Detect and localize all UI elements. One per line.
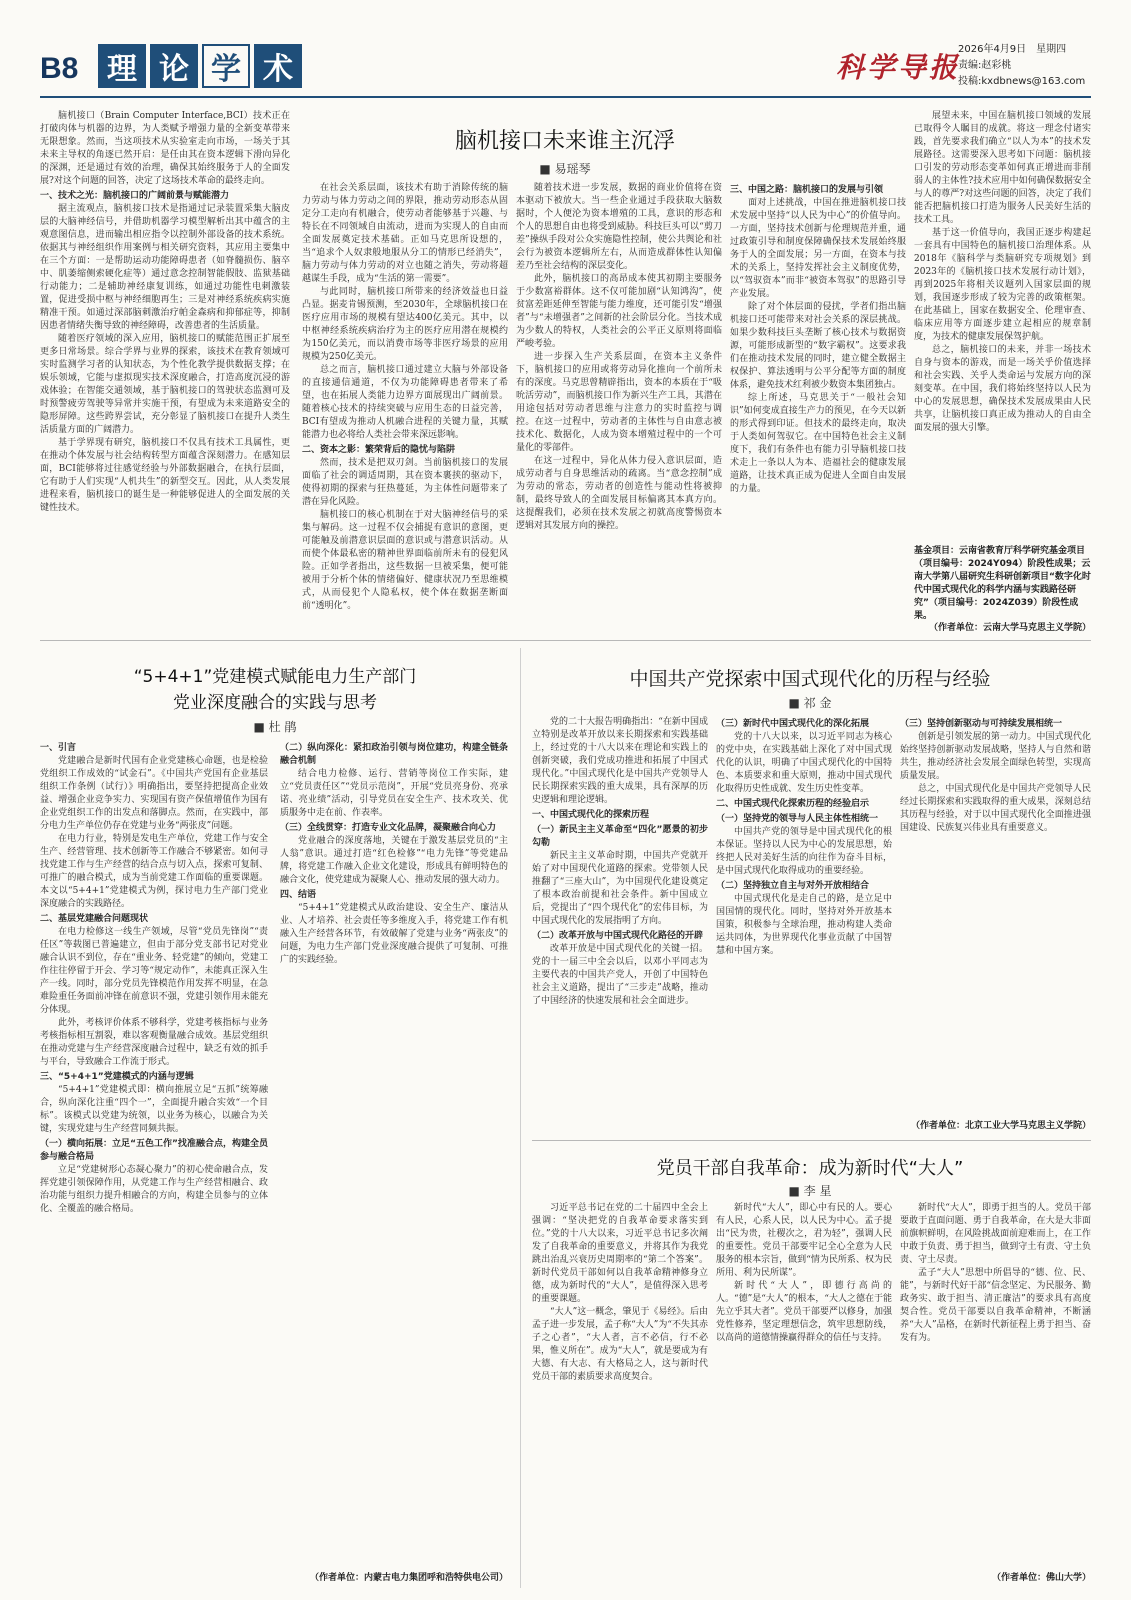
- paragraph: 在电力检修这一线生产领域，尽管“党员先锋岗”“责任区”等载图已普遍建立，但由于部分党支部书记对党业融合认识不到位，存在“重业务、轻党建”的倾向，党建工作往往停留于开会、学习等“规定动作”，未能真正深入生产一线。同时，部分党员先锋模范作用发挥不明显，在急难险重任务面前冲锋在前意识不强，党建引领作用未能充分体现。: [40, 927, 268, 1015]
- section-char-3: 学: [202, 44, 250, 88]
- subheading: 一、技术之光：脑机接口的广阔前景与赋能潜力: [40, 191, 230, 201]
- subheading: 二、基层党建融合问题现状: [40, 914, 149, 924]
- paragraph: “5+4+1”党建模式从政治建设、安全生产、廉洁从业、人才培养、社会责任等多维度入手，将党建工作有机融入生产经营各环节，有效破解了党建与业务“两张皮”的问题，为电力生产部门党业深度融合提供了可复制、可推广的实践经验。: [280, 903, 508, 965]
- paragraph: 改革开放是中国式现代化的关键一招。党的十一届三中全会以后，以邓小平同志为主要代表的中国共产党人，开创了中国特色社会主义道路，提出了“三步走”战略，推动了中国经济的快速发展和社会全面进步。: [532, 944, 708, 1006]
- paragraph: 孟子“大人”思想中所倡导的“德、位、民、能”，与新时代好干部“信念坚定、为民服务、勤政务实、敢于担当、清正廉洁”的要求具有高度契合性。党员干部要以自我革命精神，不断涵养“大人”品格，在新时代新征程上勇于担当、奋发有为。: [900, 1268, 1091, 1343]
- paragraph: 此外，脑机接口的高昂成本使其初期主要服务于少数富裕群体。这不仅可能加剧“认知鸿沟”，使贫富差距延伸至智能与能力维度，还可能引发“增强者”与“未增强者”之间新的社会阶层分化。当技术成为少数人的特权，人类社会的公平正义原则将面临严峻考验。: [516, 274, 722, 349]
- subheading: （三）全线贯穿：打造专业文化品牌，凝聚融合向心力: [280, 823, 497, 833]
- article-1-title: 脑机接口未来谁主沉浮: [454, 129, 675, 154]
- paragraph: 在这一过程中，异化从体力侵入意识层面，造成劳动者与自身思维活动的疏离。当“意念控制”成为劳动的常态，劳动者的创造性与能动性将被抑制，最终导致人的全面发展目标偏离其本真方向。这提醒我们，必须在技术发展之初就高度警惕资本逻辑对其发展方向的操控。: [516, 456, 722, 531]
- article-2-title-line-2: 党业深度融合的实践与思考: [173, 693, 377, 713]
- section-char-1: 理: [98, 44, 146, 88]
- paragraph: 总之，脑机接口的未来，并非一场技术自身与资本的游戏，而是一场关乎价值选择和社会实践、关乎人类命运与发展方向的深刻变革。在中国，我们将始终坚持以人民为中心的发展思想，确保技术发展成果由人民共享，让脑机接口真正成为推动人的自由全面发展的强大引擎。: [914, 345, 1091, 433]
- article-1-col-4: [730, 182, 906, 630]
- article-2-col-2: [280, 740, 508, 1565]
- article-2-author-unit: （作者单位：内蒙古电力集团呼和浩特供电公司）: [309, 1573, 508, 1583]
- paragraph: 综上所述，马克思关于“一般社会知识”如何变成直接生产力的预见，在今天以新的形式得到印证。但技术的最终走向，取决于人类如何驾驭它。在中国特色社会主义制度下，我们有条件也有能力引导脑机接口技术走上一条以人为本、造福社会的健康发展道路，让技术真正成为促进人全面自由发展的力量。: [730, 393, 906, 494]
- paragraph: 新时代“大人”，即德行高尚的人。“德”是“大人”的根本，“大人之德在于能先立乎其大者”。党员干部要严以修身，加强党性修养，坚定理想信念，筑牢思想防线，以高尚的道德情操赢得群众的信任与支持。: [716, 1281, 893, 1343]
- subheading: （一）坚持党的领导与人民主体性相统一: [716, 814, 879, 824]
- subheading: （三）新时代中国式现代化的深化拓展: [716, 719, 870, 729]
- divider: [532, 1140, 1091, 1141]
- paragraph: 中国式现代化是走自己的路，是立足中国国情的现代化。同时，坚持对外开放基本国策，积极参与全球治理，推动构建人类命运共同体，为世界现代化事业贡献了中国智慧和中国方案。: [716, 894, 892, 956]
- subheading: 四、结语: [280, 890, 317, 900]
- issue-date: 2026年4月9日 星期四: [958, 44, 1067, 55]
- section-title: [98, 44, 302, 88]
- subheading: 三、中国之路：脑机接口的发展与引领: [730, 185, 884, 195]
- article-3-author-unit: （作者单位：北京工业大学马克思主义学院）: [910, 1121, 1091, 1131]
- subheading: （三）坚持创新驱动与可持续发展相统一: [900, 719, 1063, 729]
- article-4-author-unit: （作者单位：佛山大学）: [991, 1573, 1091, 1583]
- paragraph: 党的二十大报告明确指出：“在新中国成立特别是改革开放以来长期探索和实践基础上，经过党的十八大以来在理论和实践上的创新突破，我们党成功推进和拓展了中国式现代化。”中国式现代化是中国共产党领导人民长期探索实践的重大成果，具有深厚的历史逻辑和理论逻辑。: [532, 717, 708, 805]
- paragraph: 基于学界现有研究，脑机接口不仅具有技术工具属性，更在推动个体发展与社会结构转型方面蕴含深刻潜力。在感知层面，BCI能够将过往感觉经验与外部数据融合，在执行层面，它有助于人们实现“人机共生”的新型交互。因此，从人类发展进程来看，脑机接口的诞生是一种能够促进人的全面发展的关键性技术。: [40, 438, 290, 513]
- subheading: （二）坚持独立自主与对外开放相结合: [716, 881, 870, 891]
- article-4-col-2: [716, 1202, 892, 1580]
- subheading: 二、中国式现代化探索历程的经验启示: [716, 799, 870, 809]
- submission-email: 投稿:kxdbnews@163.com: [958, 76, 1086, 87]
- paragraph: 随着医疗领域的深入应用，脑机接口的赋能范围正扩展至更多日常场景。综合学界与业界的探索，该技术在教育领域可实时监测学习者的认知状态，为个性化教学提供数据支撑；在娱乐领域，它能与虚拟现实技术深度融合，打造高度沉浸的游戏体验；在智能交通领域，基于脑机接口的驾驶状态监测可及时预警疲劳驾驶等异常并实施干预，有望成为未来道路安全的隐形屏障。这些跨界尝试，充分彰显了脑机接口在提升人类生活质量方面的广阔潜力。: [40, 334, 290, 435]
- paragraph: 随着技术进一步发展，数据的商业价值将在资本驱动下被放大。当一些企业通过手段获取大脑数据时，个人便沦为资本增殖的工具，意识的形态和个人的思想自由也将受到威胁。科技巨头可以“剪刀差”操纵手段对公众实施隐性控制，使公共舆论和社会行为被资本逻辑所左右，从而造成群体性认知偏差乃至社会结构的深层变化。: [516, 183, 722, 271]
- paragraph: 据主流观点，脑机接口技术是指通过记录装置采集大脑皮层的大脑神经信号，并借助机器学习模型解析出其中蕴含的主观意图信息，进而输出相应指令以控制外部设备的技术系统。依据其与神经组织作用案例与相关研究资料，其应用主要集中在三个方面：一是帮助运动功能障碍患者（如脊髓损伤、脑卒中、肌萎缩侧索硬化症等）通过意念控制智能假肢、监狱基础行动能力；二是辅助神经康复训练，如通过功能性电刺激装置，促进受损中枢与神经细胞再生；三是对神经系统疾病实施精准干预。如通过深部脑刺激治疗帕金森病和抑郁症等，抑制因患者情绪失衡导致的神经障碍，改善患者的生活质量。: [40, 204, 290, 331]
- paragraph: 总之而言，脑机接口通过建立大脑与外部设备的直接通信通道，不仅为功能障碍患者带来了希望，也在拓展人类能力边界方面展现出广阔前景。随着核心技术的持续突破与应用生态的日益完善，BCI有望成为推动人机融合进程的关键力量，其赋能潜力也必将给人类社会带来深远影响。: [302, 365, 508, 440]
- divider: [40, 640, 1091, 641]
- paragraph: 中国共产党的领导是中国式现代化的根本保证。坚持以人民为中心的发展思想，始终把人民对美好生活的向往作为奋斗目标，是中国式现代化取得成功的重要经验。: [716, 827, 892, 876]
- subheading: （一）新民主主义革命至“四化”愿景的初步勾勒: [532, 825, 708, 848]
- subheading: 二、资本之影：繁荣背后的隐忧与陷阱: [302, 445, 456, 455]
- article-1-fund-note: 基金项目：云南省教育厅科学研究基金项目（项目编号：2024Y094）阶段性成果；云南大学第八届研究生科研创新项目“数字化时代中国式现代化的科学内涵与实践路径研究”（项目编号：2024Z039）阶段性成果。: [914, 546, 1091, 621]
- column-divider: [520, 648, 521, 1588]
- section-char-4: 术: [254, 44, 302, 88]
- article-1-col-5: [914, 110, 1091, 540]
- paragraph: 新时代“大人”，即心中有民的人。要心有人民，心系人民，以人民为中心。孟子提出“民为贵，社稷次之，君为轻”，强调人民的重要性。党员干部要牢记全心全意为人民服务的根本宗旨，做到“情为民所系、权为民所用、利为民所谋”。: [716, 1203, 892, 1278]
- paragraph: 脑机接口的核心机制在于对大脑神经信号的采集与解码。这一过程不仅会捕捉有意识的意图，更可能触及前潜意识层面的意识或与潜意识活动。从而使个体最私密的精神世界面临前所未有的侵犯风险。正如学者指出，这些数据一旦被采集，便可能被用于分析个体的情绪偏好、健康状况乃至思维模式，从而侵犯个人隐私权，使个体在数据垄断面前“透明化”。: [302, 510, 508, 611]
- subheading: 三、“5+4+1”党建模式的内涵与逻辑: [40, 1072, 194, 1082]
- article-4-author: ■ 李 星: [788, 1184, 832, 1198]
- paragraph: “大人”这一概念，肇见于《易经》。后由孟子进一步发展，孟子称“大人”为“不失其赤子之心者”，“大人者，言不必信，行不必果，惟义所在”。成为“大人”，就是要成为有大德、有大志、有大格局之人，这与新时代党员干部的素质要求高度契合。: [532, 1307, 708, 1382]
- subheading: （一）横向拓展：立足“五色工作”找准融合点，构建全员参与融合格局: [40, 1139, 268, 1162]
- section-char-2: 论: [150, 44, 198, 88]
- paragraph: 脑机接口（Brain Computer Interface,BCI）技术正在打破肉体与机器的边界，为人类赋予增强力量的全新变革带来无限想象。然而，当这项技术从实验室走向市场，一场关于其未来主导权的角逐已然开启：是任由其在资本逻辑下滑向异化的深渊，还是通过有效的治理，确保其始终服务于人的全面发展?对这个问题的回答，决定了这场技术革命的最终走向。: [40, 111, 290, 186]
- article-3-col-2: [716, 716, 892, 1130]
- editor-credit: 责编:赵彩桃: [958, 60, 1012, 71]
- paragraph: 面对上述挑战，中国在推进脑机接口技术发展中坚持“以人民为中心”的价值导向。一方面，坚持技术创新与伦理规范并重，通过政策引导和制度保障确保技术发展始终服务于人的全面发展；另一方面，在资本与技术的关系上，坚持发挥社会主义制度优势，以“驾驭资本”而非“被资本驾驭”的思路引导产业发展。: [730, 198, 906, 299]
- paragraph: 党的十八大以来，以习近平同志为核心的党中央，在实践基础上深化了对中国式现代化的认识，明确了中国式现代化的中国特色、本质要求和重大原则，推动中国式现代化取得历史性成就、发生历史性变革。: [716, 732, 892, 794]
- paragraph: 总之，中国式现代化是中国共产党领导人民经过长期探索和实践取得的重大成果，深刻总结其历程与经验，对于以中国式现代化全面推进强国建设、民族复兴伟业具有重要意义。: [900, 784, 1091, 833]
- article-1-col-3: [516, 182, 722, 630]
- article-2-col-1: [40, 740, 268, 1580]
- article-1-col-2: [302, 182, 508, 630]
- paragraph: 进一步探入生产关系层面，在资本主义条件下，脑机接口的应用或将劳动异化推向一个前所未有的深度。马克思曾精辟指出，资本的本质在于“吸吮活劳动”，而脑机接口作为新兴生产工具，其潜在用途包括对劳动者思维与注意力的实时监控与调控。在这一过程中，劳动者的主体性与自由意志被技术化、数据化，人成为资本增殖过程中的一个可量化的零部件。: [516, 352, 722, 453]
- newspaper-masthead: 科学导报: [836, 51, 961, 84]
- subheading: （二）改革开放与中国式现代化路径的开辟: [532, 931, 704, 941]
- paragraph: 结合电力检修、运行、营销等岗位工作实际，建立“党员责任区”“党员示范岗”，开展“党员亮身份、亮承诺、亮业绩”活动，引导党员在安全生产、技术攻关、优质服务中走在前、作表率。: [280, 769, 508, 818]
- subheading: （二）纵向深化：紧扣政治引领与岗位建功，构建全链条融合机制: [280, 743, 508, 766]
- article-3-author: ■ 祁 金: [788, 696, 832, 710]
- paragraph: 基于这一价值导向，我国正逐步构建起一套具有中国特色的脑机接口治理体系。从2018年《脑科学与类脑研究专项规划》到2023年的《脑机接口技术发展行动计划》，再到2025年将相关议题列入国家层面的规划，我国逐步形成了较为完善的政策框架。在此基础上，国家在数据安全、伦理审查、临床应用等方面逐步建立起相应的规章制度，为技术的健康发展保驾护航。: [914, 228, 1091, 342]
- article-3-col-1: [532, 716, 708, 1130]
- paragraph: 创新是引领发展的第一动力。中国式现代化始终坚持创新驱动发展战略，坚持人与自然和谐共生，推动经济社会发展全面绿色转型，实现高质量发展。: [900, 732, 1091, 781]
- paragraph: 立足“党建树形心态凝心聚力”的初心使命融合点，发挥党建引领保障作用，从党建工作与生产经营相融合、政治功能与组织力提升相融合的方向，构建全员参与的立体化、全覆盖的融合格局。: [40, 1165, 268, 1214]
- article-1-col-1: [40, 110, 290, 630]
- issue-meta: [958, 42, 1085, 90]
- paragraph: 新时代“大人”，即勇于担当的人。党员干部要敢于直面问题、勇于自我革命，在大是大非面前旗帜鲜明，在风险挑战面前迎难而上，在工作中敢于负责、勇于担当，做到守土有责、守土负责、守土尽责。: [900, 1203, 1091, 1265]
- paragraph: 习近平总书记在党的二十届四中全会上强调：“坚决把党的自我革命要求落实到位。”党的十八大以来，习近平总书记多次阐发了自我革命的重要意义，并将其作为我党跳出治乱兴衰历史周期率的“第二个答案”。新时代党员干部如何以自我革命精神修身立德，成为新时代的“大人”，是值得深入思考的重要课题。: [532, 1203, 708, 1304]
- paragraph: 与此同时，脑机接口所带来的经济效益也日益凸显。据麦肯锡预测，至2030年，全球脑机接口在医疗应用市场的规模有望达400亿美元。其中，以中枢神经系统疾病治疗为主的医疗应用潜在规模约为150亿美元，而以消费市场等非医疗场景的应用规模为250亿美元。: [302, 287, 508, 362]
- page-number: B8: [40, 52, 79, 85]
- paragraph: 党业融合的深度落地，关键在于激发基层党员的“主人翁”意识。通过打造“红色检修”“电力先锋”等党建品牌，将党建工作融入企业文化建设，形成具有鲜明特色的融合文化，使党建成为凝聚人心、推动发展的强大动力。: [280, 836, 508, 885]
- paragraph: 展望未来，中国在脑机接口领域的发展已取得令人瞩目的成就。将这一理念付诸实践，首先要求我们确立“以人为本”的技术发展路径。这需要深入思考如下问题：脑机接口引发的劳动形态变革如何真正增进而非削弱人的主体性?技术应用中如何确保数据安全与人的尊严?对这些问题的回答，决定了我们能否把脑机接口打造为服务人民美好生活的技术工具。: [914, 111, 1091, 225]
- article-1-author-unit: （作者单位：云南大学马克思主义学院）: [928, 623, 1091, 633]
- paragraph: 然而，技术是把双刃剑。当前脑机接口的发展面临了社会的调适周期，其在资本裹挟的驱动下，使得初期的探索与狂热蔓延，为主体性问题带来了潜在异化风险。: [302, 458, 508, 507]
- article-2-title-line-1: “5+4+1”党建模式赋能电力生产部门: [133, 667, 417, 687]
- paragraph: 新民主主义革命时期，中国共产党就开始了对中国现代化道路的探索。党带领人民推翻了“三座大山”，为中国现代化建设奠定了根本政治前提和社会条件。新中国成立后，党提出了“四个现代化”的宏伟目标，为中国式现代化的发展指明了方向。: [532, 851, 708, 926]
- paragraph: 此外，考核评价体系不够科学，党建考核指标与业务考核指标相互割裂，难以客观衡量融合成效。基层党组织在推动党建与生产经营深度融合过程中，缺乏有效的抓手与平台，导致融合工作流于形式。: [40, 1018, 268, 1067]
- article-4-col-1: [532, 1202, 708, 1580]
- article-2-author: ■ 杜 鹃: [253, 720, 297, 734]
- paragraph: 党建融合是新时代国有企业党建核心命题，也是检验党组织工作成效的“试金石”。《中国共产党国有企业基层组织工作条例（试行）》明确指出，要坚持把提高企业效益、增强企业竞争实力、实现国有资产保值增值作为国有企业党组织工作的出发点和落脚点。然而，在实践中，部分电力生产单位仍存在党建与业务“两张皮”问题。: [40, 756, 268, 831]
- subheading: 一、中国式现代化的探索历程: [532, 810, 650, 820]
- article-3-col-3: [900, 716, 1091, 1116]
- header-rule: [40, 96, 1091, 98]
- article-4-col-3: [900, 1202, 1091, 1564]
- article-4-title: 党员干部自我革命：成为新时代“大人”: [656, 1158, 964, 1179]
- paragraph: 在社会关系层面，该技术有助于消除传统的脑力劳动与体力劳动之间的界限，推动劳动形态从固定分工走向有机融合，使劳动者能够基于兴趣、与特长在不同领域自由流动，进而为实现人的自由而全面发展奠定技术基础。正如马克思所设想的，当“追求个人奴隶般地服从分工的情形已经消失”，脑力劳动与体力劳动的对立也随之消失，劳动将超越谋生手段，成为“生活的第一需要”。: [302, 183, 508, 284]
- article-3-title: 中国共产党探索中国式现代化的历程与经验: [629, 668, 991, 690]
- paragraph: 在电力行业，特别是发电生产单位，党建工作与安全生产、经营管理、技术创新等工作融合不够紧密。如何寻找党建工作与生产经营的结合点与切入点，探索可复制、可推广的融合模式，成为当前党建工作面临的重要课题。本文以“5+4+1”党建模式为例，探讨电力生产部门党业深度融合的实践路径。: [40, 834, 268, 909]
- article-1-author: ■ 易瑶琴: [539, 162, 591, 176]
- paragraph: “5+4+1”党建模式即：横向推展立足“五抓”统筹融合，纵向深化注重“四个一”，全面提升融合实效“一个目标”。该模式以党建为统领，以业务为核心，以融合为关键，实现党建与生产经营同频共振。: [40, 1085, 268, 1134]
- paragraph: 除了对个体层面的侵扰，学者们指出脑机接口还可能带来对社会关系的深层挑战。如果少数科技巨头垄断了核心技术与数据资源，可能形成新型的“数字霸权”。这要求我们在推动技术发展的同时，建立健全数据主权保护、算法透明与公平分配等方面的制度体系，避免技术红利被少数资本集团独占。: [730, 302, 906, 390]
- subheading: 一、引言: [40, 743, 77, 753]
